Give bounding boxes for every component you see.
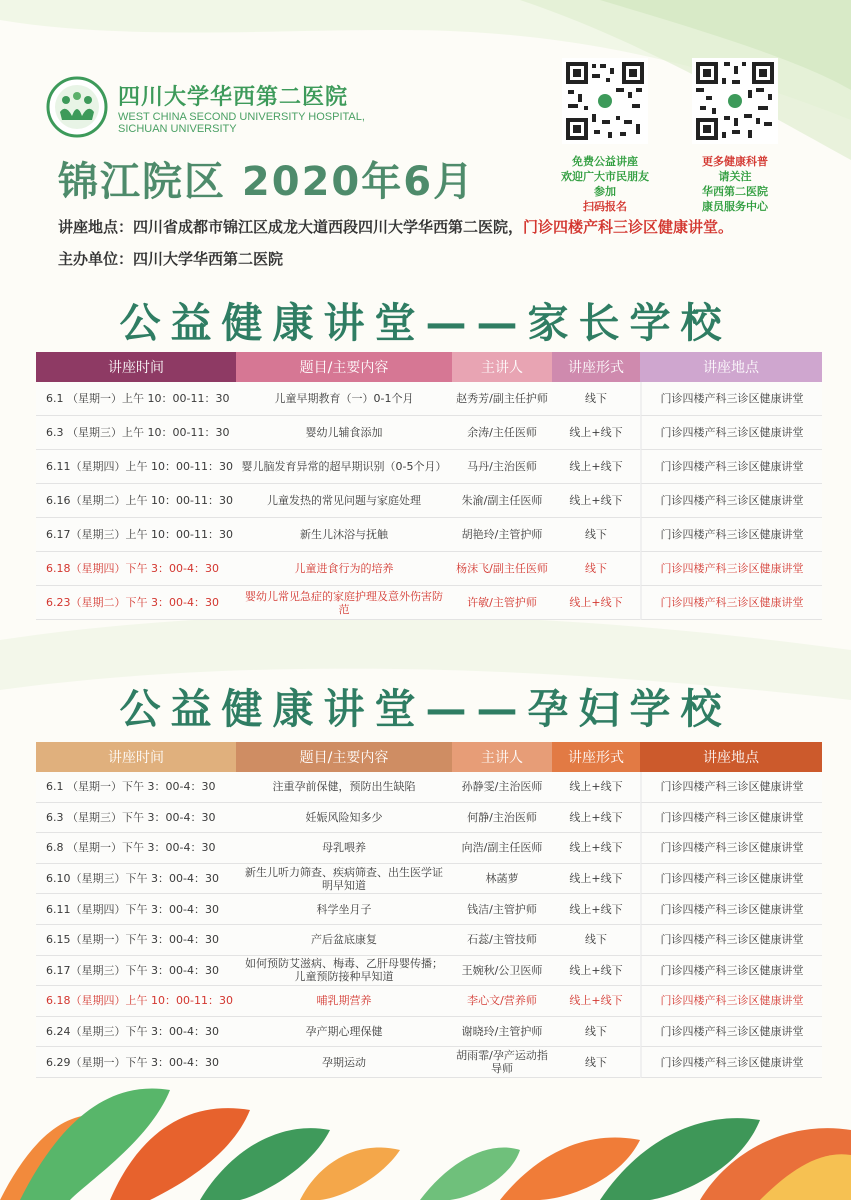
qr-code-icon[interactable]	[562, 58, 648, 144]
pregnant-school-table	[36, 742, 822, 1078]
table-row	[36, 833, 822, 864]
hospital-name-cn: 四川大学华西第二医院	[118, 84, 349, 110]
hospital-name-en-1: WEST CHINA SECOND UNIVERSITY HOSPITAL,	[118, 110, 365, 123]
qr-caption-line: 扫码报名	[583, 200, 627, 213]
cell-location: 门诊四楼产科三诊区健康讲堂	[640, 956, 822, 987]
cell-time: 6.1 （星期一）上午 10：00-11：30	[36, 382, 236, 416]
cell-format: 线下	[552, 552, 640, 586]
cell-time: 6.24（星期三）下午 3：00-4：30	[36, 1017, 236, 1048]
cell-location: 门诊四楼产科三诊区健康讲堂	[640, 803, 822, 834]
qr-caption-line: 免费公益讲座	[572, 155, 638, 168]
table-row	[36, 803, 822, 834]
cell-format: 线上+线下	[552, 986, 640, 1017]
cell-time: 6.11（星期四）上午 10：00-11：30	[36, 450, 236, 484]
cell-time: 6.3 （星期三）下午 3：00-4：30	[36, 803, 236, 834]
table-row	[36, 1017, 822, 1048]
cell-topic: 母乳喂养	[236, 833, 452, 864]
cell-time: 6.3 （星期三）上午 10：00-11：30	[36, 416, 236, 450]
cell-time: 6.8 （星期一）下午 3：00-4：30	[36, 833, 236, 864]
parent-header-row	[36, 352, 822, 382]
cell-topic: 婴幼儿辅食添加	[236, 416, 452, 450]
cell-speaker: 胡雨霏/孕产运动指导师	[452, 1047, 552, 1078]
cell-location: 门诊四楼产科三诊区健康讲堂	[640, 484, 822, 518]
cell-speaker: 余涛/主任医师	[452, 416, 552, 450]
cell-location: 门诊四楼产科三诊区健康讲堂	[640, 925, 822, 956]
cell-format: 线上+线下	[552, 894, 640, 925]
header-time: 讲座时间	[36, 742, 236, 772]
cell-time: 6.18（星期四）上午 10：00-11：30	[36, 986, 236, 1017]
cell-time: 6.23（星期二）下午 3：00-4：30	[36, 586, 236, 620]
cell-speaker: 孙静雯/主治医师	[452, 772, 552, 803]
header-speaker: 主讲人	[452, 742, 552, 772]
cell-topic: 哺乳期营养	[236, 986, 452, 1017]
cell-format: 线上+线下	[552, 803, 640, 834]
cell-speaker: 钱洁/主管护师	[452, 894, 552, 925]
table-row	[36, 925, 822, 956]
qr-caption-line: 更多健康科普	[702, 155, 768, 168]
header-format: 讲座形式	[552, 742, 640, 772]
table-row	[36, 382, 822, 416]
cell-format: 线上+线下	[552, 956, 640, 987]
table-row	[36, 986, 822, 1017]
cell-format: 线上+线下	[552, 416, 640, 450]
cell-format: 线下	[552, 1017, 640, 1048]
cell-topic: 婴儿脑发育异常的超早期识别（0-5个月）	[236, 450, 452, 484]
cell-format: 线下	[552, 382, 640, 416]
header-speaker: 主讲人	[452, 352, 552, 382]
cell-topic: 孕期运动	[236, 1047, 452, 1078]
parent-school-rows	[36, 382, 822, 620]
cell-location: 门诊四楼产科三诊区健康讲堂	[640, 586, 822, 620]
qr-code-icon[interactable]	[692, 58, 778, 144]
cell-format: 线上+线下	[552, 772, 640, 803]
pregnant-school-title: 公益健康讲堂——孕妇学校	[119, 685, 732, 733]
cell-location: 门诊四楼产科三诊区健康讲堂	[640, 894, 822, 925]
header-location: 讲座地点	[640, 352, 822, 382]
hospital-name-en-2: SICHUAN UNIVERSITY	[118, 122, 237, 135]
cell-topic: 婴幼儿常见急症的家庭护理及意外伤害防范	[236, 586, 452, 620]
cell-location: 门诊四楼产科三诊区健康讲堂	[640, 833, 822, 864]
pregnant-header-row	[36, 742, 822, 772]
cell-speaker: 向浩/副主任医师	[452, 833, 552, 864]
page-title: 锦江院区 2020年6月	[58, 159, 476, 205]
cell-topic: 妊娠风险知多少	[236, 803, 452, 834]
cell-location: 门诊四楼产科三诊区健康讲堂	[640, 864, 822, 895]
cell-speaker: 谢晓玲/主管护师	[452, 1017, 552, 1048]
cell-topic: 儿童早期教育（一）0-1个月	[236, 382, 452, 416]
cell-time: 6.18（星期四）下午 3：00-4：30	[36, 552, 236, 586]
qr-caption-line: 请关注	[718, 170, 752, 183]
cell-format: 线下	[552, 518, 640, 552]
qr-follow	[690, 58, 780, 214]
table-row	[36, 956, 822, 987]
cell-location: 门诊四楼产科三诊区健康讲堂	[640, 450, 822, 484]
venue-text: 四川省成都市锦江区成龙大道西段四川大学华西第二医院，	[133, 218, 524, 236]
cell-topic: 科学坐月子	[236, 894, 452, 925]
cell-time: 6.16（星期二）上午 10：00-11：30	[36, 484, 236, 518]
header-format: 讲座形式	[552, 352, 640, 382]
cell-time: 6.15（星期一）下午 3：00-4：30	[36, 925, 236, 956]
cell-topic: 儿童进食行为的培养	[236, 552, 452, 586]
cell-topic: 注重孕前保健，预防出生缺陷	[236, 772, 452, 803]
cell-speaker: 王婉秋/公卫医师	[452, 956, 552, 987]
hospital-emblem-icon	[46, 76, 108, 138]
table-row	[36, 416, 822, 450]
parent-school-table	[36, 352, 822, 620]
cell-location: 门诊四楼产科三诊区健康讲堂	[640, 416, 822, 450]
cell-time: 6.17（星期三）上午 10：00-11：30	[36, 518, 236, 552]
table-row	[36, 518, 822, 552]
cell-topic: 儿童发热的常见问题与家庭处理	[236, 484, 452, 518]
cell-location: 门诊四楼产科三诊区健康讲堂	[640, 1047, 822, 1078]
cell-speaker: 何静/主治医师	[452, 803, 552, 834]
venue-label: 讲座地点：	[58, 218, 134, 236]
cell-format: 线上+线下	[552, 833, 640, 864]
venue-highlight: 门诊四楼产科三诊区健康讲堂。	[523, 218, 734, 236]
organizer-label: 主办单位：	[58, 250, 134, 268]
cell-speaker: 林菡萝	[452, 864, 552, 895]
cell-speaker: 马丹/主治医师	[452, 450, 552, 484]
cell-format: 线下	[552, 925, 640, 956]
cell-location: 门诊四楼产科三诊区健康讲堂	[640, 552, 822, 586]
cell-speaker: 胡艳玲/主管护师	[452, 518, 552, 552]
cell-time: 6.1 （星期一）下午 3：00-4：30	[36, 772, 236, 803]
cell-speaker: 杨沫飞/副主任医师	[452, 552, 552, 586]
cell-time: 6.10（星期三）下午 3：00-4：30	[36, 864, 236, 895]
header-topic: 题目/主要内容	[236, 352, 452, 382]
pregnant-school-rows	[36, 772, 822, 1078]
header-time: 讲座时间	[36, 352, 236, 382]
header-topic: 题目/主要内容	[236, 742, 452, 772]
foliage-decoration	[0, 1060, 851, 1200]
qr-caption-line: 康员服务中心	[702, 200, 768, 213]
cell-topic: 产后盆底康复	[236, 925, 452, 956]
cell-location: 门诊四楼产科三诊区健康讲堂	[640, 772, 822, 803]
cell-format: 线上+线下	[552, 450, 640, 484]
hospital-logo	[46, 76, 365, 138]
cell-topic: 如何预防艾滋病、梅毒、乙肝母婴传播；儿童预防接种早知道	[236, 956, 452, 987]
cell-format: 线下	[552, 1047, 640, 1078]
table-row	[36, 552, 822, 586]
cell-topic: 新生儿听力筛查、疾病筛查、出生医学证明早知道	[236, 864, 452, 895]
qr-follow-caption	[690, 154, 780, 214]
cell-location: 门诊四楼产科三诊区健康讲堂	[640, 1017, 822, 1048]
organizer-text: 四川大学华西第二医院	[133, 250, 284, 268]
cell-speaker: 朱渝/副主任医师	[452, 484, 552, 518]
table-row	[36, 864, 822, 895]
qr-caption-line: 欢迎广大市民朋友参加	[561, 170, 649, 198]
header-location: 讲座地点	[640, 742, 822, 772]
organizer-info	[58, 248, 283, 269]
parent-school-title: 公益健康讲堂——家长学校	[119, 299, 732, 347]
cell-time: 6.17（星期三）下午 3：00-4：30	[36, 956, 236, 987]
qr-caption-line: 华西第二医院	[702, 185, 768, 198]
qr-register-caption	[560, 154, 650, 214]
cell-topic: 孕产期心理保健	[236, 1017, 452, 1048]
table-row	[36, 894, 822, 925]
cell-format: 线上+线下	[552, 864, 640, 895]
venue-info	[58, 216, 733, 237]
cell-format: 线上+线下	[552, 484, 640, 518]
qr-register	[560, 58, 650, 214]
cell-time: 6.29（星期一）下午 3：00-4：30	[36, 1047, 236, 1078]
cell-speaker: 李心文/营养师	[452, 986, 552, 1017]
table-row	[36, 484, 822, 518]
table-row	[36, 586, 822, 620]
cell-speaker: 许敏/主管护师	[452, 586, 552, 620]
cell-speaker: 赵秀芳/副主任护师	[452, 382, 552, 416]
cell-format: 线上+线下	[552, 586, 640, 620]
cell-location: 门诊四楼产科三诊区健康讲堂	[640, 986, 822, 1017]
cell-topic: 新生儿沐浴与抚触	[236, 518, 452, 552]
cell-speaker: 石蕊/主管技师	[452, 925, 552, 956]
table-row	[36, 450, 822, 484]
cell-location: 门诊四楼产科三诊区健康讲堂	[640, 518, 822, 552]
cell-location: 门诊四楼产科三诊区健康讲堂	[640, 382, 822, 416]
table-row	[36, 772, 822, 803]
cell-time: 6.11（星期四）下午 3：00-4：30	[36, 894, 236, 925]
